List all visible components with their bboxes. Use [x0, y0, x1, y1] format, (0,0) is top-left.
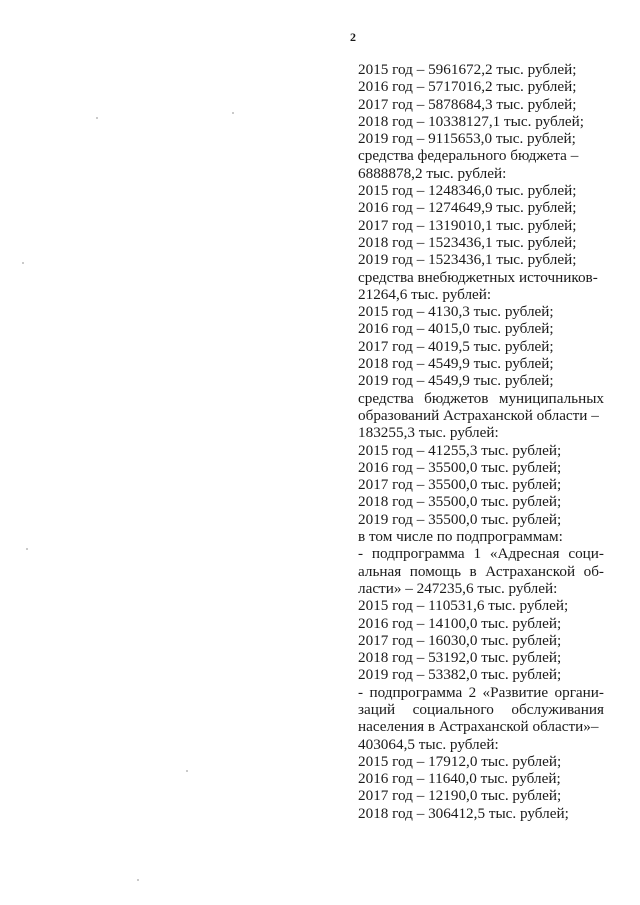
text-line: 2015 год – 17912,0 тыс. рублей;	[358, 752, 562, 770]
text-line: 21264,6 тыс. рублей:	[358, 285, 492, 303]
scan-speck	[186, 770, 188, 772]
text-line: 2017 год – 16030,0 тыс. рублей;	[358, 631, 562, 649]
text-line: 2015 год – 110531,6 тыс. рублей;	[358, 597, 569, 615]
text-line: 2015 год – 1248346,0 тыс. рублей;	[358, 182, 577, 200]
text-line: 2017 год – 1319010,1 тыс. рублей;	[358, 216, 577, 234]
text-line: - подпрограмма 2 «Развитие органи-	[358, 683, 604, 701]
text-line: 2017 год – 35500,0 тыс. рублей;	[358, 476, 562, 494]
text-line: 2017 год – 5878684,3 тыс. рублей;	[358, 95, 577, 113]
text-line: заций социального обслуживания	[358, 700, 604, 718]
text-line: 2016 год – 35500,0 тыс. рублей;	[358, 458, 562, 476]
text-line: 2016 год – 4015,0 тыс. рублей;	[358, 320, 554, 338]
text-line: 2019 год – 35500,0 тыс. рублей;	[358, 510, 562, 528]
text-line: средства федерального бюджета –	[358, 147, 579, 165]
text-line: средства внебюджетных источников-	[358, 268, 598, 286]
text-line: 2019 год – 1523436,1 тыс. рублей;	[358, 251, 577, 269]
text-line: 2016 год – 11640,0 тыс. рублей;	[358, 770, 561, 788]
text-line: средства бюджетов муниципальных	[358, 389, 604, 407]
text-line: 2016 год – 1274649,9 тыс. рублей;	[358, 199, 577, 217]
scan-speck	[22, 262, 24, 264]
text-line: образований Астраханской области –	[358, 406, 599, 424]
text-line: 2016 год – 14100,0 тыс. рублей;	[358, 614, 562, 632]
text-line: 2018 год – 1523436,1 тыс. рублей;	[358, 233, 577, 251]
text-line: 2015 год – 5961672,2 тыс. рублей;	[358, 61, 577, 78]
text-line: 2018 год – 10338127,1 тыс. рублей;	[358, 112, 585, 130]
text-line: 2017 год – 12190,0 тыс. рублей;	[358, 787, 562, 805]
scan-speck	[137, 879, 139, 881]
text-line: населения в Астраханской области»–	[358, 718, 599, 736]
text-line: 403064,5 тыс. рублей:	[358, 735, 499, 753]
page-number: 2	[350, 30, 356, 44]
text-line: 2015 год – 41255,3 тыс. рублей;	[358, 441, 562, 459]
text-line: ласти» – 247235,6 тыс. рублей:	[358, 579, 558, 597]
text-line: 2019 год – 4549,9 тыс. рублей;	[358, 372, 554, 390]
text-line: 2018 год – 306412,5 тыс. рублей;	[358, 804, 569, 822]
text-line: в том числе по подпрограммам:	[358, 528, 563, 546]
text-line: 6888878,2 тыс. рублей:	[358, 164, 507, 182]
text-line: 2016 год – 5717016,2 тыс. рублей;	[358, 78, 577, 96]
text-line: 2018 год – 53192,0 тыс. рублей;	[358, 649, 562, 667]
scan-speck	[232, 112, 234, 114]
scan-speck	[26, 548, 28, 550]
text-line: 2018 год – 35500,0 тыс. рублей;	[358, 493, 562, 511]
text-line: 183255,3 тыс. рублей:	[358, 424, 499, 442]
text-line: 2019 год – 9115653,0 тыс. рублей;	[358, 130, 576, 148]
scan-speck	[96, 117, 98, 119]
text-line: альная помощь в Астраханской об-	[358, 562, 604, 580]
text-line: 2017 год – 4019,5 тыс. рублей;	[358, 337, 554, 355]
text-line: 2019 год – 53382,0 тыс. рублей;	[358, 666, 562, 684]
text-line: - подпрограмма 1 «Адресная соци-	[358, 545, 604, 563]
text-line: 2015 год – 4130,3 тыс. рублей;	[358, 303, 554, 321]
budget-text-column	[358, 61, 604, 822]
text-line: 2018 год – 4549,9 тыс. рублей;	[358, 355, 554, 373]
